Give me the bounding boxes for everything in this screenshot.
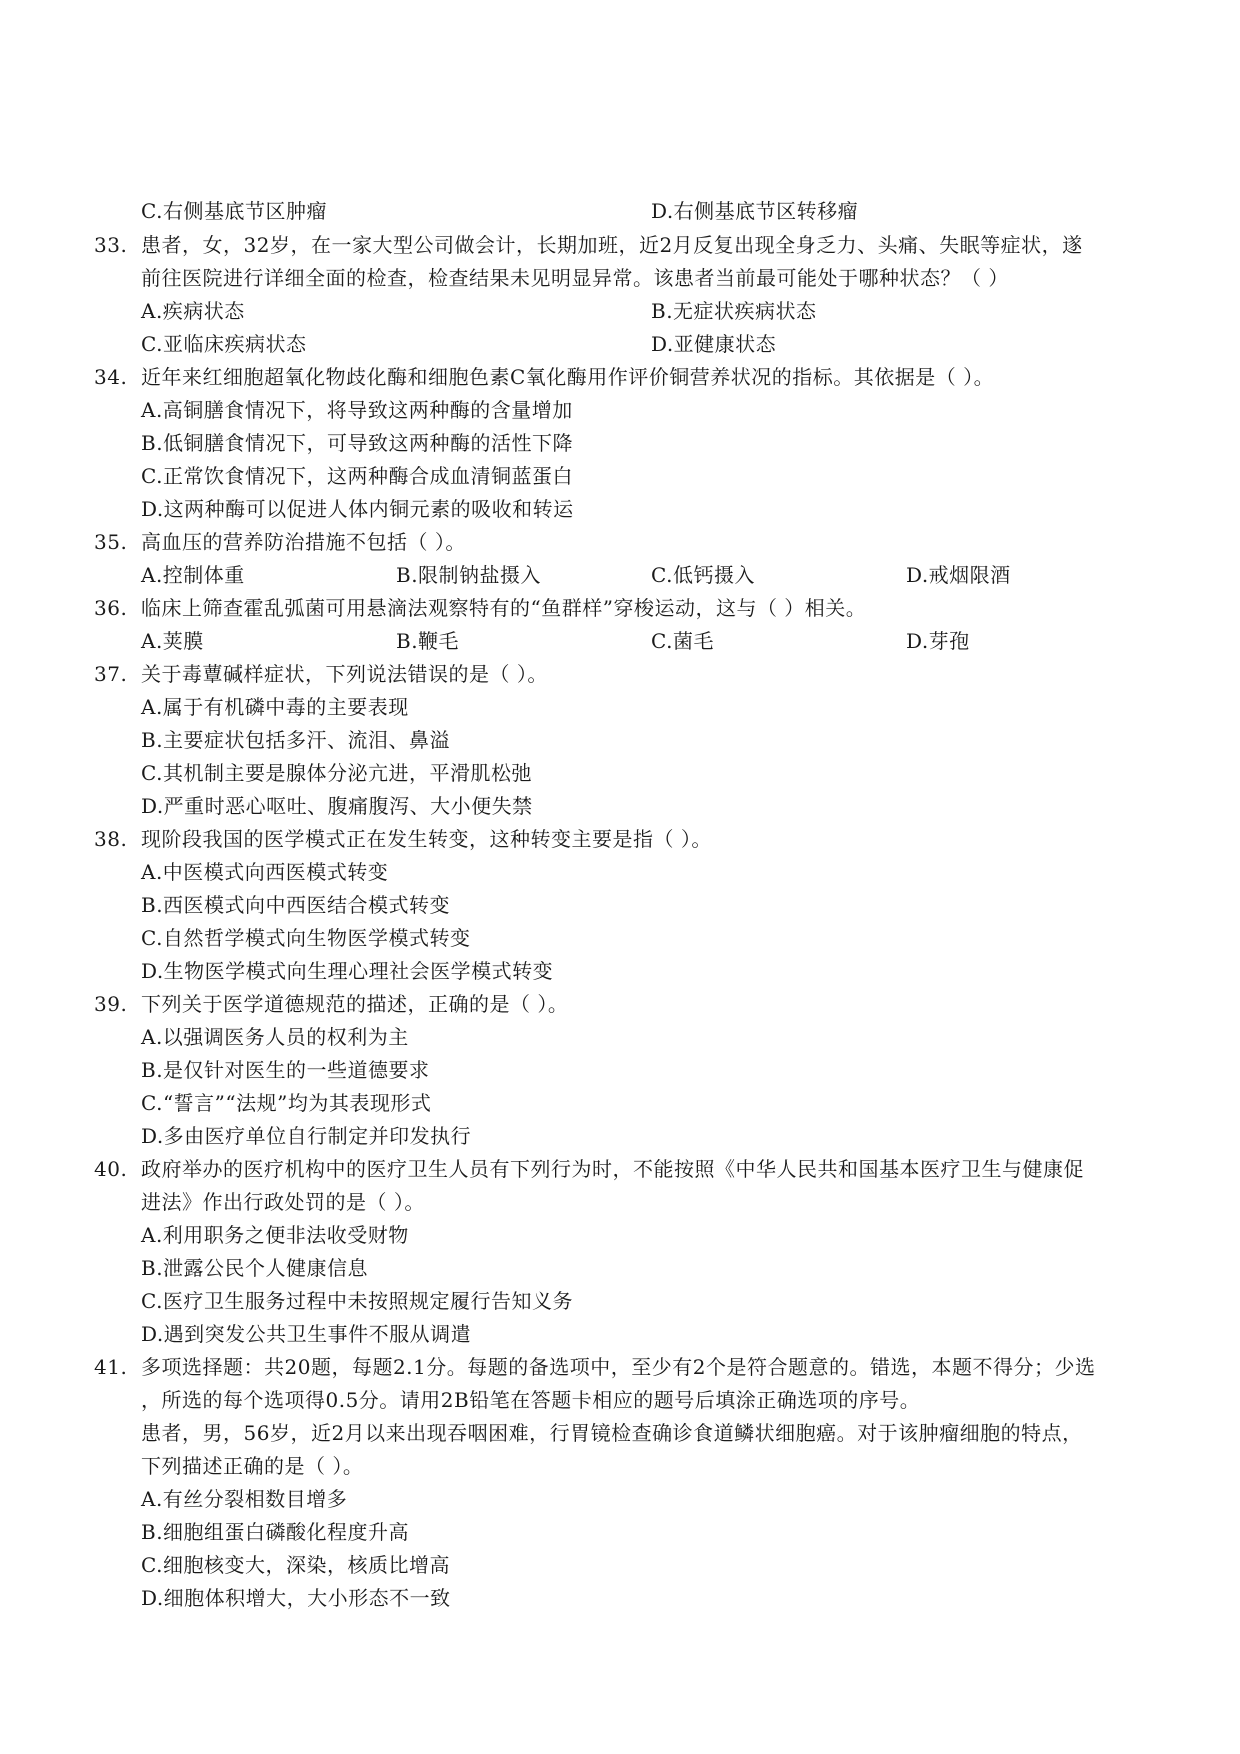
option-b: B.是仅针对医生的一些道德要求 bbox=[141, 1058, 430, 1082]
question-number: 40. bbox=[94, 1157, 128, 1181]
question-stem: 多项选择题：共20题，每题2.1分。每题的备选项中，至少有2个是符合题意的。错选，本题不得分；少选 bbox=[141, 1355, 1096, 1379]
option-d: D.严重时恶心呕吐、腹痛腹泻、大小便失禁 bbox=[141, 794, 533, 818]
question-stem: 下列关于医学道德规范的描述，正确的是（ ）。 bbox=[141, 992, 569, 1016]
carryover-option-d: D.右侧基底节区转移瘤 bbox=[651, 199, 859, 223]
question-stem: ，所选的每个选项得0.5分。请用2B铅笔在答题卡相应的题号后填涂正确选项的序号。 bbox=[141, 1388, 921, 1412]
option-b: B.鞭毛 bbox=[396, 629, 460, 653]
question-stem: 进法》作出行政处罚的是（ ）。 bbox=[141, 1190, 425, 1214]
option-d: D.生物医学模式向生理心理社会医学模式转变 bbox=[141, 959, 554, 983]
option-b: B.低铜膳食情况下，可导致这两种酶的活性下降 bbox=[141, 431, 574, 455]
question-stem: 高血压的营养防治措施不包括（ ）。 bbox=[141, 530, 466, 554]
option-a: A.以强调医务人员的权利为主 bbox=[141, 1025, 409, 1049]
option-c: C.自然哲学模式向生物医学模式转变 bbox=[141, 926, 471, 950]
question-stem: 患者，男，56岁，近2月以来出现吞咽困难，行胃镜检查确诊食道鳞状细胞癌。对于该肿瘤细胞的特点， bbox=[141, 1421, 1083, 1445]
question-stem: 前往医院进行详细全面的检查，检查结果未见明显异常。该患者当前最可能处于哪种状态？（ ） bbox=[141, 266, 1009, 290]
option-a: A.荚膜 bbox=[141, 629, 204, 653]
option-c: C.“誓言”“法规”均为其表现形式 bbox=[141, 1091, 432, 1115]
option-d: D.细胞体积增大，大小形态不一致 bbox=[141, 1586, 451, 1610]
option-c: C.医疗卫生服务过程中未按照规定履行告知义务 bbox=[141, 1289, 573, 1313]
option-a: A.控制体重 bbox=[141, 563, 245, 587]
option-a: A.疾病状态 bbox=[141, 299, 245, 323]
option-c: C.亚临床疾病状态 bbox=[141, 332, 307, 356]
question-number: 36. bbox=[94, 596, 128, 620]
option-d: D.芽孢 bbox=[906, 629, 970, 653]
option-c: C.其机制主要是腺体分泌亢进，平滑肌松弛 bbox=[141, 761, 532, 785]
option-c: C.正常饮食情况下，这两种酶合成血清铜蓝蛋白 bbox=[141, 464, 573, 488]
question-stem: 近年来红细胞超氧化物歧化酶和细胞色素C氧化酶用作评价铜营养状况的指标。其依据是（ ）。 bbox=[141, 365, 995, 389]
option-b: B.西医模式向中西医结合模式转变 bbox=[141, 893, 451, 917]
option-a: A.有丝分裂相数目增多 bbox=[141, 1487, 348, 1511]
question-number: 39. bbox=[94, 992, 128, 1016]
question-number: 41. bbox=[94, 1355, 128, 1379]
option-b: B.主要症状包括多汗、流泪、鼻溢 bbox=[141, 728, 451, 752]
carryover-option-c: C.右侧基底节区肿瘤 bbox=[141, 199, 327, 223]
question-stem: 现阶段我国的医学模式正在发生转变，这种转变主要是指（ ）。 bbox=[141, 827, 712, 851]
option-b: B.泄露公民个人健康信息 bbox=[141, 1256, 369, 1280]
option-d: D.多由医疗单位自行制定并印发执行 bbox=[141, 1124, 472, 1148]
question-stem: 下列描述正确的是（ ）。 bbox=[141, 1454, 364, 1478]
option-a: A.中医模式向西医模式转变 bbox=[141, 860, 389, 884]
question-stem: 临床上筛查霍乱弧菌可用悬滴法观察特有的“鱼群样”穿梭运动，这与（ ）相关。 bbox=[141, 596, 867, 620]
question-number: 38. bbox=[94, 827, 128, 851]
question-stem: 政府举办的医疗机构中的医疗卫生人员有下列行为时，不能按照《中华人民共和国基本医疗卫生与健康促 bbox=[141, 1157, 1084, 1181]
question-number: 35. bbox=[94, 530, 128, 554]
question-number: 37. bbox=[94, 662, 128, 686]
option-d: D.戒烟限酒 bbox=[906, 563, 1011, 587]
option-b: B.无症状疾病状态 bbox=[651, 299, 817, 323]
option-c: C.菌毛 bbox=[651, 629, 714, 653]
option-c: C.细胞核变大，深染，核质比增高 bbox=[141, 1553, 450, 1577]
question-number: 33. bbox=[94, 233, 128, 257]
option-b: B.限制钠盐摄入 bbox=[396, 563, 542, 587]
option-a: A.利用职务之便非法收受财物 bbox=[141, 1223, 409, 1247]
question-stem: 患者，女，32岁，在一家大型公司做会计，长期加班，近2月反复出现全身乏力、头痛、失眠等症状，遂 bbox=[141, 233, 1083, 257]
option-c: C.低钙摄入 bbox=[651, 563, 755, 587]
option-a: A.属于有机磷中毒的主要表现 bbox=[141, 695, 409, 719]
question-stem: 关于毒蕈碱样症状，下列说法错误的是（ ）。 bbox=[141, 662, 548, 686]
option-d: D.亚健康状态 bbox=[651, 332, 777, 356]
option-b: B.细胞组蛋白磷酸化程度升高 bbox=[141, 1520, 410, 1544]
option-d: D.这两种酶可以促进人体内铜元素的吸收和转运 bbox=[141, 497, 574, 521]
question-number: 34. bbox=[94, 365, 128, 389]
option-a: A.高铜膳食情况下，将导致这两种酶的含量增加 bbox=[141, 398, 573, 422]
option-d: D.遇到突发公共卫生事件不服从调遣 bbox=[141, 1322, 472, 1346]
